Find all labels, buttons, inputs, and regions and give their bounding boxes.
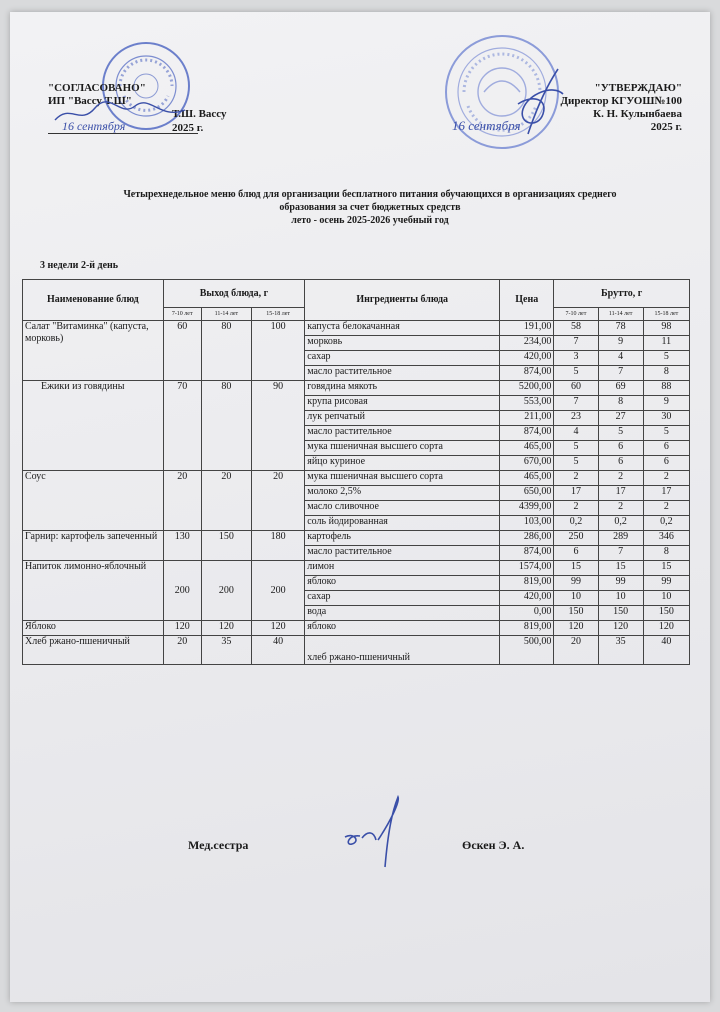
yield-11-14: 120: [201, 621, 251, 636]
gross-7-10: 120: [554, 621, 598, 636]
ingredient-name: яйцо куриное: [305, 456, 500, 471]
gross-7-10: 3: [554, 351, 598, 366]
header-dish: Наименование блюд: [23, 280, 164, 321]
ingredient-price: 874,00: [500, 366, 554, 381]
ingredient-price: 1574,00: [500, 561, 554, 576]
approval-org: ИП "Вассу Т.Ш": [48, 95, 132, 107]
gross-15-18: 8: [643, 366, 689, 381]
approval-title: "УТВЕРЖДАЮ": [594, 82, 682, 94]
ingredient-price: 0,00: [500, 606, 554, 621]
yield-15-18: 100: [252, 321, 305, 381]
ingredient-price: 650,00: [500, 486, 554, 501]
gross-15-18: 5: [643, 351, 689, 366]
ingredient-name: сахар: [305, 351, 500, 366]
gross-11-14: 120: [598, 621, 643, 636]
yield-7-10: 20: [163, 471, 201, 531]
yield-11-14: 200: [201, 561, 251, 621]
ingredient-price: 211,00: [500, 411, 554, 426]
ingredient-price: 874,00: [500, 426, 554, 441]
gross-11-14: 9: [598, 336, 643, 351]
handwritten-date-right: 16 сентября: [452, 118, 521, 133]
approval-year: 2025 г.: [650, 121, 682, 133]
ingredient-name: мука пшеничная высшего сорта: [305, 471, 500, 486]
gross-7-10: 250: [554, 531, 598, 546]
gross-7-10: 7: [554, 336, 598, 351]
ingredient-price: 420,00: [500, 351, 554, 366]
menu-body: [23, 321, 690, 665]
ingredient-price: 670,00: [500, 456, 554, 471]
ingredient-price: 465,00: [500, 471, 554, 486]
signature-left-icon: [50, 98, 190, 128]
ingredient-price: 234,00: [500, 336, 554, 351]
yield-11-14: 35: [201, 636, 251, 665]
gross-7-10: 6: [554, 546, 598, 561]
yield-7-10: 70: [163, 381, 201, 471]
gross-7-10: 20: [554, 636, 598, 665]
gross-7-10: 2: [554, 501, 598, 516]
gross-11-14: 15: [598, 561, 643, 576]
header-age-7-10: 7-10 лет: [554, 308, 598, 321]
dish-name: Напиток лимонно-яблочный: [23, 561, 164, 621]
gross-7-10: 7: [554, 396, 598, 411]
yield-7-10: 60: [163, 321, 201, 381]
header-age-7-10: 7-10 лет: [163, 308, 201, 321]
signature-right-icon: [498, 64, 568, 144]
table-row: [23, 561, 690, 576]
gross-7-10: 15: [554, 561, 598, 576]
yield-7-10: 120: [163, 621, 201, 636]
gross-11-14: 150: [598, 606, 643, 621]
ingredient-name: лимон: [305, 561, 500, 576]
header-age-15-18: 15-18 лет: [252, 308, 305, 321]
yield-15-18: 180: [252, 531, 305, 561]
header-age-11-14: 11-14 лет: [598, 308, 643, 321]
yield-15-18: 120: [252, 621, 305, 636]
ingredient-name: масло сливочное: [305, 501, 500, 516]
gross-15-18: 15: [643, 561, 689, 576]
yield-15-18: 20: [252, 471, 305, 531]
ingredient-name: соль йодированная: [305, 516, 500, 531]
gross-15-18: 6: [643, 441, 689, 456]
ingredient-name: мука пшеничная высшего сорта: [305, 441, 500, 456]
gross-15-18: 88: [643, 381, 689, 396]
ingredient-name: морковь: [305, 336, 500, 351]
ingredient-name: говядина мякоть: [305, 381, 500, 396]
gross-7-10: 10: [554, 591, 598, 606]
ingredient-name: лук репчатый: [305, 411, 500, 426]
gross-15-18: 5: [643, 426, 689, 441]
gross-11-14: 10: [598, 591, 643, 606]
approval-year: 2025 г.: [172, 122, 204, 134]
dish-name: Салат "Витаминка" (капуста, морковь): [23, 321, 164, 381]
approval-title: "СОГЛАСОВАНО": [48, 82, 146, 94]
gross-11-14: 0,2: [598, 516, 643, 531]
header-age-11-14: 11-14 лет: [201, 308, 251, 321]
gross-11-14: 2: [598, 471, 643, 486]
gross-15-18: 346: [643, 531, 689, 546]
dish-name: Ежики из говядины: [23, 381, 164, 471]
table-row: [23, 531, 690, 546]
gross-11-14: 289: [598, 531, 643, 546]
yield-7-10: 20: [163, 636, 201, 665]
gross-11-14: 35: [598, 636, 643, 665]
gross-11-14: 27: [598, 411, 643, 426]
header-yield: Выход блюда, г: [163, 280, 305, 308]
yield-15-18: 90: [252, 381, 305, 471]
gross-11-14: 6: [598, 456, 643, 471]
gross-15-18: 98: [643, 321, 689, 336]
approval-position: Директор КГУОШ№100: [560, 95, 682, 107]
yield-7-10: 130: [163, 531, 201, 561]
ingredient-name: яблоко: [305, 576, 500, 591]
yield-11-14: 80: [201, 321, 251, 381]
table-row: [23, 381, 690, 396]
title-line-1: Четырехнедельное меню блюд для организации бесплатного питания обучающихся в организациях среднего: [123, 189, 617, 200]
gross-15-18: 0,2: [643, 516, 689, 531]
header-gross: Брутто, г: [554, 280, 690, 308]
yield-7-10: 200: [163, 561, 201, 621]
gross-11-14: 7: [598, 366, 643, 381]
ingredient-name: капуста белокачанная: [305, 321, 500, 336]
ingredient-name: картофель: [305, 531, 500, 546]
ingredient-price: 191,00: [500, 321, 554, 336]
ingredient-price: 103,00: [500, 516, 554, 531]
gross-11-14: 78: [598, 321, 643, 336]
ingredient-price: 4399,00: [500, 501, 554, 516]
gross-15-18: 2: [643, 501, 689, 516]
ingredient-name: масло растительное: [305, 426, 500, 441]
gross-7-10: 2: [554, 471, 598, 486]
signature-nurse-icon: [340, 792, 420, 872]
dish-name: Хлеб ржано-пшеничный: [23, 636, 164, 665]
ingredient-name: масло растительное: [305, 546, 500, 561]
header-age-15-18: 15-18 лет: [643, 308, 689, 321]
gross-11-14: 7: [598, 546, 643, 561]
gross-15-18: 120: [643, 621, 689, 636]
gross-15-18: 10: [643, 591, 689, 606]
yield-11-14: 150: [201, 531, 251, 561]
title-line-3: лето - осень 2025-2026 учебный год: [291, 215, 449, 226]
dish-name: Соус: [23, 471, 164, 531]
gross-7-10: 58: [554, 321, 598, 336]
gross-7-10: 17: [554, 486, 598, 501]
gross-15-18: 99: [643, 576, 689, 591]
gross-15-18: 11: [643, 336, 689, 351]
gross-11-14: 8: [598, 396, 643, 411]
handwritten-date-left: 16 сентября: [62, 119, 126, 133]
gross-11-14: 99: [598, 576, 643, 591]
gross-7-10: 5: [554, 366, 598, 381]
gross-15-18: 6: [643, 456, 689, 471]
gross-15-18: 9: [643, 396, 689, 411]
gross-7-10: 99: [554, 576, 598, 591]
yield-11-14: 80: [201, 381, 251, 471]
table-row: [23, 621, 690, 636]
ingredient-price: 874,00: [500, 546, 554, 561]
gross-7-10: 0,2: [554, 516, 598, 531]
approval-name: К. Н. Кулынбаева: [593, 108, 682, 120]
gross-7-10: 23: [554, 411, 598, 426]
yield-11-14: 20: [201, 471, 251, 531]
ingredient-price: 420,00: [500, 591, 554, 606]
yield-15-18: 40: [252, 636, 305, 665]
ingredient-price: 500,00: [500, 636, 554, 665]
ingredient-price: 819,00: [500, 621, 554, 636]
gross-11-14: 17: [598, 486, 643, 501]
gross-15-18: 8: [643, 546, 689, 561]
approval-name: Т.Ш. Вассу: [172, 108, 227, 120]
ingredient-name: хлеб ржано-пшеничный: [305, 636, 500, 665]
gross-15-18: 2: [643, 471, 689, 486]
gross-11-14: 5: [598, 426, 643, 441]
gross-11-14: 69: [598, 381, 643, 396]
ingredient-price: 819,00: [500, 576, 554, 591]
dish-name: Яблоко: [23, 621, 164, 636]
ingredient-price: 465,00: [500, 441, 554, 456]
document-title: [50, 188, 690, 227]
table-row: [23, 321, 690, 336]
week-day-label: 3 недели 2-й день: [40, 260, 119, 271]
ingredient-name: крупа рисовая: [305, 396, 500, 411]
gross-11-14: 2: [598, 501, 643, 516]
ingredient-price: 553,00: [500, 396, 554, 411]
gross-7-10: 5: [554, 441, 598, 456]
ingredient-price: 286,00: [500, 531, 554, 546]
yield-15-18: 200: [252, 561, 305, 621]
header-ingredients: Ингредиенты блюда: [305, 280, 500, 321]
gross-15-18: 30: [643, 411, 689, 426]
gross-11-14: 6: [598, 441, 643, 456]
ingredient-name: масло растительное: [305, 366, 500, 381]
gross-7-10: 150: [554, 606, 598, 621]
ingredient-price: 5200,00: [500, 381, 554, 396]
menu-table: [22, 279, 690, 665]
header-price: Цена: [500, 280, 554, 321]
gross-15-18: 150: [643, 606, 689, 621]
gross-11-14: 4: [598, 351, 643, 366]
gross-15-18: 17: [643, 486, 689, 501]
gross-7-10: 5: [554, 456, 598, 471]
gross-7-10: 60: [554, 381, 598, 396]
table-row: [23, 636, 690, 665]
title-line-2: образования за счет бюджетных средств: [279, 202, 461, 213]
ingredient-name: вода: [305, 606, 500, 621]
footer-position: Мед.сестра: [188, 838, 249, 852]
table-row: [23, 471, 690, 486]
gross-15-18: 40: [643, 636, 689, 665]
ingredient-name: сахар: [305, 591, 500, 606]
footer-name: Өскен Э. А.: [462, 838, 525, 852]
dish-name: Гарнир: картофель запеченный: [23, 531, 164, 561]
ingredient-name: молоко 2,5%: [305, 486, 500, 501]
ingredient-name: яблоко: [305, 621, 500, 636]
gross-7-10: 4: [554, 426, 598, 441]
